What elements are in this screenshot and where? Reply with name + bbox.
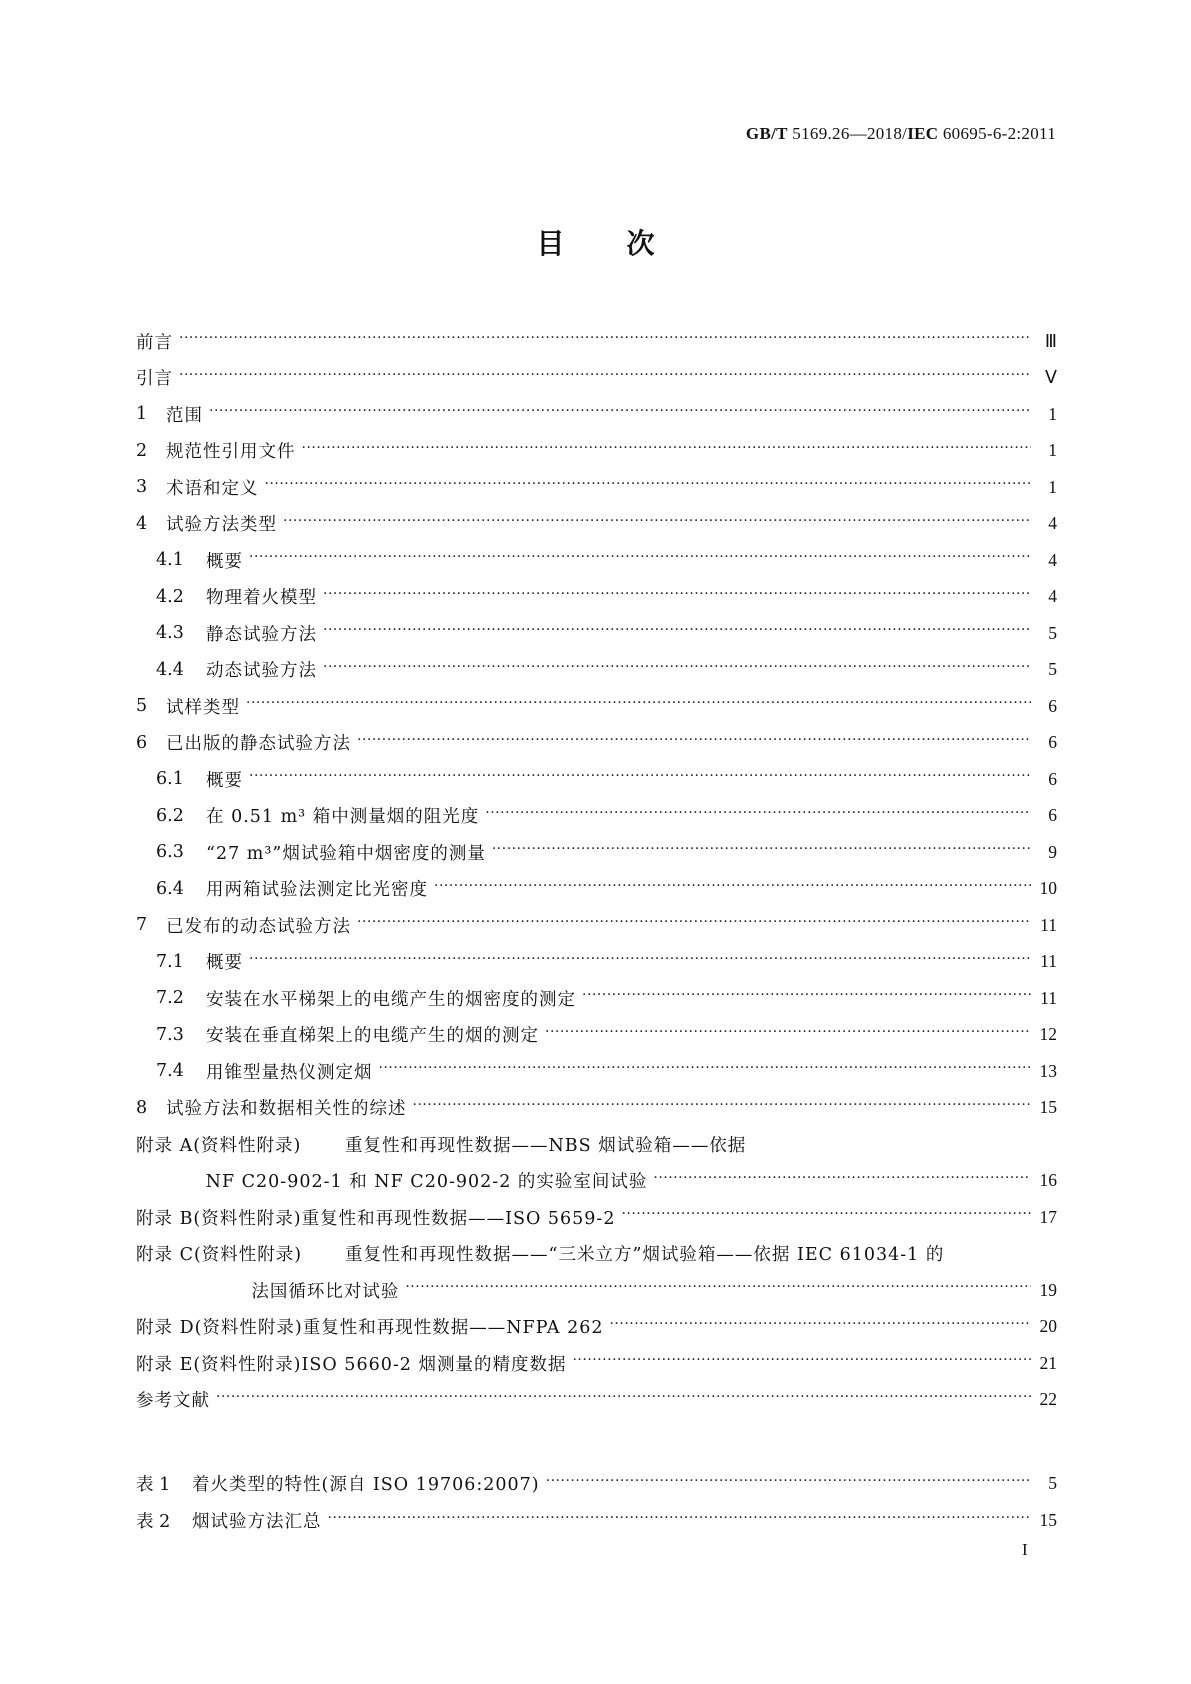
toc-number: 8 [136, 1097, 148, 1118]
leader-dots [265, 476, 1032, 494]
annex-title: 重复性和再现性数据——“三米立方”烟试验箱——依据 IEC 61034-1 的 [345, 1245, 945, 1266]
toc-entry-6[interactable] [136, 725, 1057, 762]
toc-page: 5 [1048, 1473, 1057, 1493]
toc-entry-6-1[interactable] [136, 761, 1057, 798]
toc-entry-table-1[interactable] [136, 1465, 1057, 1502]
toc-entry-6-4[interactable] [136, 871, 1057, 908]
annex-prefix: 附录 E(资料性附录) [136, 1354, 302, 1375]
toc-label: 物理着火模型 [206, 588, 317, 609]
toc-label: 概要 [206, 953, 243, 974]
toc-number: 4.4 [156, 659, 184, 680]
toc-entry-annex-e[interactable] [136, 1345, 1057, 1382]
leader-dots [621, 1206, 1031, 1224]
page-title [0, 222, 1191, 262]
toc-label: 着火类型的特性(源自 ISO 19706:2007) [192, 1475, 540, 1495]
toc-page: 17 [1039, 1206, 1057, 1227]
toc-page: 11 [1040, 987, 1057, 1008]
toc-label: 用两箱试验法测定比光密度 [206, 880, 428, 901]
toc-page: 4 [1048, 549, 1057, 570]
toc-number: 7.4 [156, 1061, 184, 1082]
toc-number: 2 [136, 440, 148, 461]
toc-label: 在 0.51 m³ 箱中测量烟的阻光度 [206, 807, 480, 828]
toc-page: 15 [1039, 1510, 1057, 1530]
toc-number: 6.4 [156, 878, 184, 899]
toc-page: Ⅴ [1045, 367, 1057, 388]
list-of-tables [136, 1465, 1057, 1539]
annex-title: ISO 5660-2 烟测量的精度数据 [301, 1354, 567, 1375]
toc-page: 21 [1039, 1352, 1057, 1373]
annex-prefix: 附录 C(资料性附录) [136, 1245, 303, 1266]
toc-label: 安装在水平梯架上的电缆产生的烟密度的测定 [206, 989, 576, 1010]
toc-page: 5 [1048, 622, 1057, 643]
leader-dots [546, 1473, 1031, 1491]
leader-dots [323, 586, 1031, 604]
toc-label: 概要 [206, 551, 243, 572]
toc-entry-4-2[interactable] [136, 579, 1057, 616]
toc-page: 15 [1039, 1097, 1057, 1118]
toc-page: 6 [1048, 805, 1057, 826]
leader-dots [653, 1170, 1031, 1188]
toc-label: 范围 [166, 405, 203, 426]
toc-page: 19 [1039, 1279, 1057, 1300]
toc-label: “27 m³”烟试验箱中烟密度的测量 [206, 843, 486, 864]
toc-page: 12 [1039, 1024, 1057, 1045]
toc-entry-bibliography[interactable] [136, 1382, 1057, 1419]
leader-dots [357, 914, 1031, 932]
toc-page: 1 [1048, 476, 1057, 497]
toc-entry-annex-b[interactable] [136, 1199, 1057, 1236]
leader-dots [249, 951, 1031, 969]
leader-dots [216, 1389, 1031, 1407]
toc-label: 已出版的静态试验方法 [166, 734, 351, 755]
leader-dots [302, 440, 1032, 458]
toc-entry-4-3[interactable] [136, 615, 1057, 652]
toc-entry-7-2[interactable] [136, 980, 1057, 1017]
toc-number: 4.3 [156, 623, 184, 644]
toc-entry-5[interactable] [136, 688, 1057, 725]
toc-number: 3 [136, 477, 148, 498]
annex-title: 重复性和再现性数据——ISO 5659-2 [301, 1208, 616, 1229]
annex-prefix: 附录 B(资料性附录) [136, 1208, 302, 1229]
toc-page: 4 [1048, 586, 1057, 607]
annex-prefix: 附录 A(资料性附录) [136, 1135, 302, 1156]
toc-label: 静态试验方法 [206, 624, 317, 645]
page-number: I [1022, 1540, 1028, 1559]
toc-page: 1 [1048, 403, 1057, 424]
toc-entry-7-4[interactable] [136, 1053, 1057, 1090]
leader-dots [413, 1097, 1032, 1115]
annex-title-continued: NF C20-902-1 和 NF C20-902-2 的实验室间试验 [205, 1172, 648, 1193]
toc-label: 参考文献 [136, 1391, 210, 1412]
toc-page: 6 [1048, 695, 1057, 716]
leader-dots [545, 1024, 1031, 1042]
standard-code: GB/T 5169.26—2018/IEC 60695-6-2:2011 [745, 124, 1056, 143]
toc-page: 4 [1048, 513, 1057, 534]
toc-label: 试验方法和数据相关性的综述 [166, 1099, 407, 1120]
toc-entry-6-2[interactable] [136, 798, 1057, 835]
toc-number: 7.1 [156, 951, 184, 972]
toc-label: 前言 [136, 332, 173, 353]
toc-entry-1[interactable] [136, 396, 1057, 433]
leader-dots [209, 403, 1031, 421]
toc-entry-8[interactable] [136, 1090, 1057, 1127]
toc-page: Ⅲ [1044, 330, 1057, 351]
toc-entry-annex-d[interactable] [136, 1309, 1057, 1346]
toc-entry-4-4[interactable] [136, 652, 1057, 689]
toc-entry-2[interactable] [136, 433, 1057, 470]
annex-title: 重复性和再现性数据——NFPA 262 [302, 1318, 604, 1339]
toc-label: 用锥型量热仪测定烟 [206, 1062, 373, 1083]
toc-entry-table-2[interactable] [136, 1502, 1057, 1539]
annex-prefix: 附录 D(资料性附录) [136, 1318, 303, 1339]
toc-entry-preface[interactable] [136, 323, 1057, 360]
toc-page: 11 [1040, 951, 1057, 972]
toc-number: 4.2 [156, 586, 184, 607]
leader-dots [609, 1316, 1031, 1334]
toc-number: 7.3 [156, 1024, 184, 1045]
leader-dots [572, 1352, 1031, 1370]
annex-title-continued: 法国循环比对试验 [251, 1281, 400, 1302]
leader-dots [283, 513, 1031, 531]
leader-dots [249, 549, 1031, 567]
toc-label: 已发布的动态试验方法 [166, 916, 351, 937]
table-of-contents [136, 323, 1057, 1418]
toc-page: 10 [1039, 878, 1057, 899]
toc-number: 7.2 [156, 988, 184, 1009]
toc-number: 6 [136, 732, 148, 753]
table-number: 表 2 [136, 1512, 171, 1532]
toc-page: 6 [1048, 768, 1057, 789]
toc-number: 5 [136, 696, 148, 717]
leader-dots [249, 768, 1031, 786]
leader-dots [179, 330, 1031, 348]
toc-label: 引言 [136, 369, 173, 390]
leader-dots [485, 805, 1031, 823]
toc-page: 6 [1048, 732, 1057, 753]
leader-dots [246, 695, 1031, 713]
toc-entry-4-1[interactable] [136, 542, 1057, 579]
toc-label: 动态试验方法 [206, 661, 317, 682]
toc-page: 16 [1039, 1170, 1057, 1191]
leader-dots [323, 659, 1031, 677]
leader-dots [357, 732, 1031, 750]
leader-dots [492, 841, 1031, 859]
toc-entry-7-3[interactable] [136, 1017, 1057, 1054]
toc-label: 概要 [206, 770, 243, 791]
toc-entry-3[interactable] [136, 469, 1057, 506]
toc-page: 20 [1039, 1316, 1057, 1337]
toc-number: 4.1 [156, 550, 184, 571]
toc-entry-4[interactable] [136, 506, 1057, 543]
leader-dots [582, 987, 1031, 1005]
toc-label: 烟试验方法汇总 [192, 1512, 322, 1532]
toc-page: 1 [1048, 440, 1057, 461]
toc-entry-introduction[interactable] [136, 360, 1057, 397]
leader-dots [379, 1060, 1032, 1078]
toc-page: 22 [1039, 1389, 1057, 1410]
toc-number: 7 [136, 915, 148, 936]
toc-entry-annex-a[interactable] [136, 1126, 1057, 1199]
annex-title: 重复性和再现性数据——NBS 烟试验箱——依据 [345, 1135, 747, 1156]
toc-page: 5 [1048, 659, 1057, 680]
page-title-char-2: 次 [626, 227, 655, 260]
toc-page: 13 [1039, 1060, 1057, 1081]
toc-label: 术语和定义 [166, 478, 259, 499]
toc-label: 试验方法类型 [166, 515, 277, 536]
leader-dots [405, 1279, 1031, 1297]
page-title-char-1: 目 [536, 227, 565, 260]
leader-dots [323, 622, 1031, 640]
toc-entry-annex-c[interactable] [136, 1236, 1057, 1309]
table-number: 表 1 [136, 1475, 171, 1495]
toc-label: 试样类型 [166, 697, 240, 718]
toc-label: 规范性引用文件 [166, 442, 296, 463]
leader-dots [328, 1510, 1032, 1528]
toc-entry-7-1[interactable] [136, 944, 1057, 981]
toc-number: 6.3 [156, 842, 184, 863]
leader-dots [179, 367, 1031, 385]
toc-number: 6.2 [156, 805, 184, 826]
toc-page: 11 [1040, 914, 1057, 935]
toc-number: 1 [136, 404, 148, 425]
toc-entry-7[interactable] [136, 907, 1057, 944]
toc-page: 9 [1048, 841, 1057, 862]
leader-dots [434, 878, 1031, 896]
toc-label: 安装在垂直梯架上的电缆产生的烟的测定 [206, 1026, 539, 1047]
toc-number: 4 [136, 513, 148, 534]
toc-entry-6-3[interactable] [136, 834, 1057, 871]
toc-number: 6.1 [156, 769, 184, 790]
